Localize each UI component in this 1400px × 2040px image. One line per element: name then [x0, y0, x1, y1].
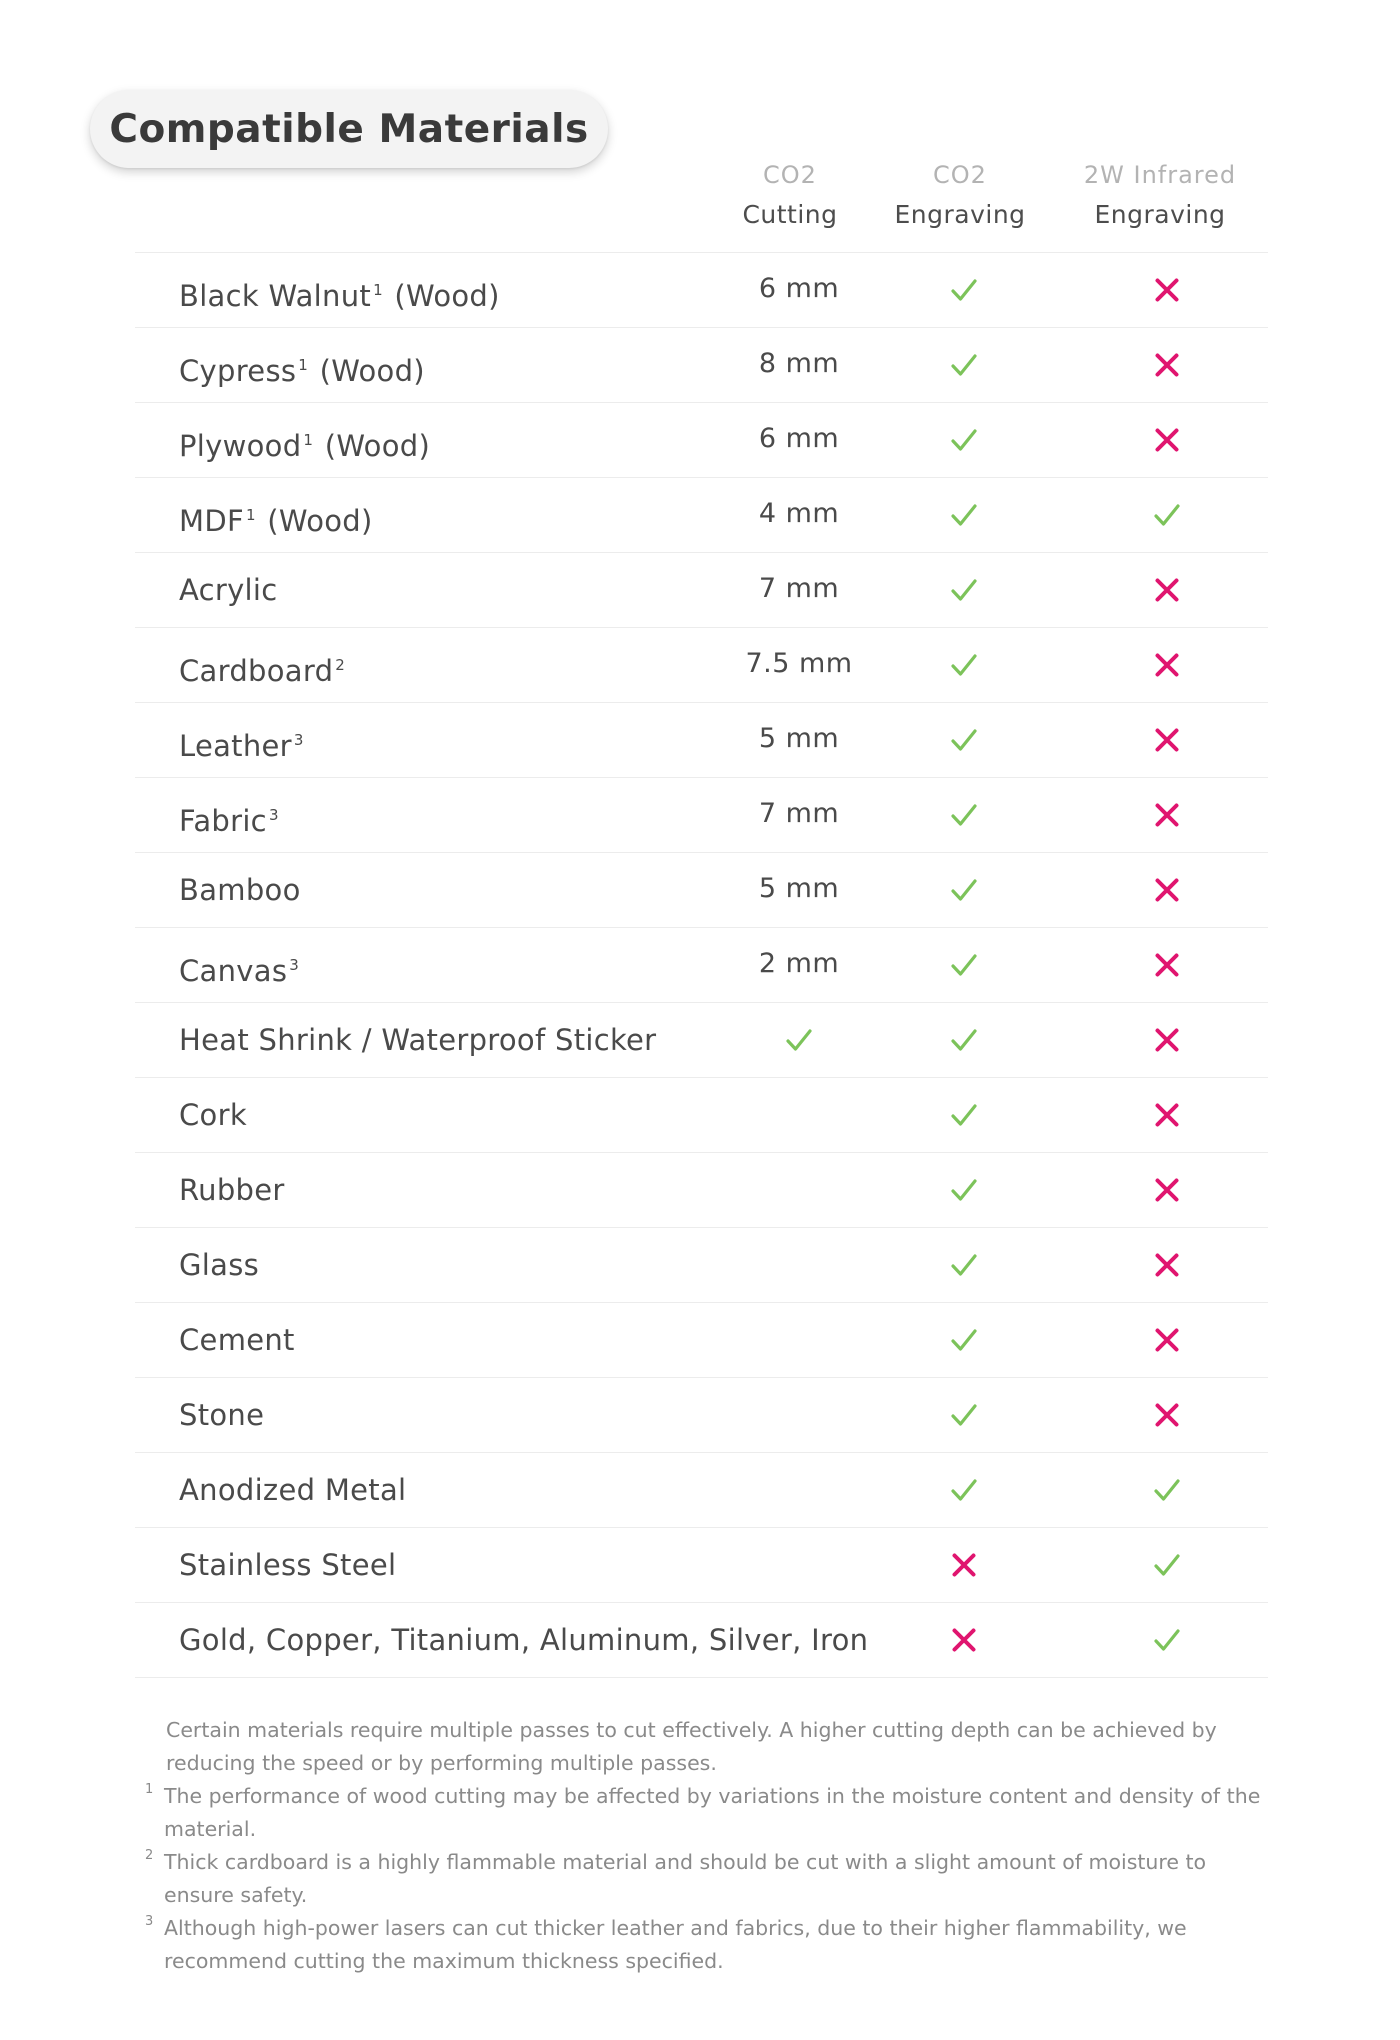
footnote-ref: 3 [293, 731, 304, 749]
co2-engraving-cell [884, 1603, 1044, 1677]
co2-cutting-cell [719, 1378, 879, 1452]
footnote [145, 1846, 1275, 1912]
material-name [179, 1078, 247, 1152]
cross-icon [1152, 1250, 1182, 1280]
co2-cutting-cell [719, 553, 879, 627]
table-row [135, 403, 1268, 478]
co2-cutting-cell [719, 253, 879, 327]
co2-engraving-cell [884, 1453, 1044, 1527]
cross-icon [1152, 575, 1182, 605]
check-icon [949, 800, 979, 830]
co2-engraving-cell [884, 478, 1044, 552]
footnote-mark: 1 [145, 1782, 154, 1797]
cutting-depth: 7 mm [758, 572, 840, 604]
check-icon [1152, 500, 1182, 530]
material-label: Gold, Copper, Titanium, Aluminum, Silver, Iron [179, 1623, 869, 1657]
material-label: Heat Shrink / Waterproof Sticker [179, 1023, 657, 1057]
co2-engraving-cell [884, 1153, 1044, 1227]
co2-engraving-cell [884, 253, 1044, 327]
material-suffix: (Wood) [310, 354, 425, 388]
material-name [179, 628, 347, 702]
infrared-engraving-cell [1087, 1603, 1247, 1677]
co2-engraving-cell [884, 1003, 1044, 1077]
co2-cutting-cell [719, 1228, 879, 1302]
material-label: Cardboard [179, 654, 334, 688]
infrared-engraving-cell [1087, 1153, 1247, 1227]
cutting-depth: 5 mm [758, 722, 840, 754]
table-row [135, 1303, 1268, 1378]
material-label: Bamboo [179, 873, 301, 907]
cutting-depth: 8 mm [758, 347, 840, 379]
infrared-engraving-cell [1087, 853, 1247, 927]
column-header-top: CO2 [933, 161, 987, 189]
material-name [179, 703, 306, 777]
material-label: MDF [179, 504, 244, 538]
table-row [135, 1003, 1268, 1078]
co2-engraving-cell [884, 703, 1044, 777]
cross-icon [1152, 1025, 1182, 1055]
page-title: Compatible Materials [109, 106, 589, 152]
check-icon [949, 1475, 979, 1505]
table-row [135, 628, 1268, 703]
footnotes [145, 1714, 1275, 1978]
footnote-text: Thick cardboard is a highly flammable material and should be cut with a slight amount of moisture to ensure safety. [164, 1850, 1207, 1907]
check-icon [949, 275, 979, 305]
material-label: Cement [179, 1323, 295, 1357]
infrared-engraving-cell [1087, 1078, 1247, 1152]
infrared-engraving-cell [1087, 1528, 1247, 1602]
check-icon [949, 875, 979, 905]
material-name [179, 1228, 259, 1302]
table-row [135, 478, 1268, 553]
co2-engraving-cell [884, 853, 1044, 927]
check-icon [1152, 1625, 1182, 1655]
table-row [135, 1153, 1268, 1228]
table-row [135, 253, 1268, 328]
co2-cutting-cell [719, 1303, 879, 1377]
co2-engraving-cell [884, 403, 1044, 477]
co2-cutting-cell [719, 703, 879, 777]
table-row [135, 1603, 1268, 1678]
footnote-ref: 2 [335, 656, 346, 674]
material-name [179, 403, 430, 477]
infrared-engraving-cell [1087, 1453, 1247, 1527]
infrared-engraving-cell [1087, 1378, 1247, 1452]
footnote-ref: 1 [373, 281, 383, 299]
check-icon [1152, 1550, 1182, 1580]
cross-icon [1152, 725, 1182, 755]
material-name [179, 1303, 295, 1377]
column-header-bottom: Engraving [894, 200, 1026, 229]
cutting-depth: 5 mm [758, 872, 840, 904]
cross-icon [1152, 875, 1182, 905]
column-header-bottom: Engraving [1094, 200, 1226, 229]
notes-intro: Certain materials require multiple passes to cut effectively. A higher cutting depth can be achieved by reducing the speed or by performing multiple passes. [166, 1718, 1217, 1775]
cutting-depth: 6 mm [758, 272, 840, 304]
cross-icon [1152, 950, 1182, 980]
cutting-depth: 7 mm [758, 797, 840, 829]
check-icon [949, 650, 979, 680]
co2-cutting-cell [719, 478, 879, 552]
material-label: Black Walnut [179, 279, 372, 313]
check-icon [784, 1025, 814, 1055]
co2-engraving-cell [884, 553, 1044, 627]
co2-engraving-cell [884, 928, 1044, 1002]
material-name [179, 778, 281, 852]
footnote-ref: 3 [268, 806, 279, 824]
check-icon [949, 1400, 979, 1430]
check-icon [949, 350, 979, 380]
footnote-ref: 1 [298, 356, 309, 374]
co2-cutting-cell [719, 1453, 879, 1527]
material-name [179, 1378, 264, 1452]
infrared-engraving-cell [1087, 253, 1247, 327]
table-row [135, 328, 1268, 403]
infrared-engraving-cell [1087, 1303, 1247, 1377]
material-name [179, 853, 301, 927]
cross-icon [949, 1550, 979, 1580]
table-row [135, 928, 1268, 1003]
co2-engraving-cell [884, 328, 1044, 402]
cross-icon [1152, 1175, 1182, 1205]
infrared-engraving-cell [1087, 628, 1247, 702]
table-row [135, 703, 1268, 778]
cutting-depth: 7.5 mm [745, 647, 853, 679]
co2-cutting-cell [719, 853, 879, 927]
check-icon [1152, 1475, 1182, 1505]
footnote-ref: 1 [303, 431, 314, 449]
material-suffix: (Wood) [315, 429, 431, 463]
footnote-ref: 1 [245, 506, 256, 524]
material-name [179, 1528, 396, 1602]
cross-icon [1152, 425, 1182, 455]
cutting-depth: 6 mm [758, 422, 840, 454]
infrared-engraving-cell [1087, 1228, 1247, 1302]
infrared-engraving-cell [1087, 403, 1247, 477]
co2-engraving-cell [884, 1378, 1044, 1452]
material-name [179, 553, 278, 627]
material-label: Stainless Steel [179, 1548, 397, 1582]
footnote [145, 1912, 1275, 1978]
material-suffix: (Wood) [257, 504, 373, 538]
table-row [135, 1228, 1268, 1303]
materials-table [135, 252, 1268, 1678]
co2-cutting-cell [719, 1153, 879, 1227]
material-name [179, 328, 425, 402]
column-header-bottom: Cutting [742, 200, 838, 229]
infrared-engraving-cell [1087, 478, 1247, 552]
cross-icon [1152, 1325, 1182, 1355]
co2-cutting-cell [719, 928, 879, 1002]
check-icon [949, 575, 979, 605]
material-name [179, 253, 500, 327]
material-label: Cork [179, 1098, 247, 1132]
footnote-mark: 2 [145, 1848, 154, 1863]
table-row [135, 778, 1268, 853]
co2-engraving-cell [884, 778, 1044, 852]
infrared-engraving-cell [1087, 328, 1247, 402]
check-icon [949, 725, 979, 755]
material-label: Canvas [179, 954, 288, 988]
cross-icon [1152, 350, 1182, 380]
infrared-engraving-cell [1087, 778, 1247, 852]
material-label: Fabric [179, 804, 267, 838]
cutting-depth: 4 mm [758, 497, 840, 529]
material-label: Plywood [179, 429, 302, 463]
material-label: Anodized Metal [179, 1473, 407, 1507]
material-label: Glass [179, 1248, 260, 1282]
co2-engraving-cell [884, 1078, 1044, 1152]
co2-cutting-cell [719, 1603, 879, 1677]
table-row [135, 1453, 1268, 1528]
column-header-top: CO2 [763, 161, 817, 189]
check-icon [949, 425, 979, 455]
check-icon [949, 1175, 979, 1205]
footnote-text: Although high-power lasers can cut thicker leather and fabrics, due to their higher flammability, we recommend cutting the maximum thickness specified. [164, 1916, 1187, 1973]
footnote [145, 1780, 1275, 1846]
co2-cutting-cell [719, 628, 879, 702]
material-name [179, 1003, 656, 1077]
co2-cutting-cell [719, 1003, 879, 1077]
material-name [179, 1153, 285, 1227]
column-header-top: 2W Infrared [1083, 161, 1237, 189]
table-row [135, 553, 1268, 628]
material-label: Stone [179, 1398, 265, 1432]
material-name [179, 928, 301, 1002]
cross-icon [1152, 800, 1182, 830]
material-label: Cypress [179, 354, 297, 388]
cross-icon [949, 1625, 979, 1655]
cross-icon [1152, 650, 1182, 680]
co2-engraving-cell [884, 628, 1044, 702]
material-suffix: (Wood) [384, 279, 500, 313]
check-icon [949, 1100, 979, 1130]
check-icon [949, 1250, 979, 1280]
table-row [135, 1378, 1268, 1453]
co2-cutting-cell [719, 778, 879, 852]
column-header-co2-cutting [720, 156, 860, 234]
co2-cutting-cell [719, 1078, 879, 1152]
column-header-co2-engraving [880, 156, 1040, 234]
cross-icon [1152, 1100, 1182, 1130]
co2-engraving-cell [884, 1228, 1044, 1302]
infrared-engraving-cell [1087, 553, 1247, 627]
co2-engraving-cell [884, 1303, 1044, 1377]
check-icon [949, 500, 979, 530]
footnote-text: The performance of wood cutting may be affected by variations in the moisture content and density of the material. [164, 1784, 1261, 1841]
co2-cutting-cell [719, 1528, 879, 1602]
table-row [135, 1078, 1268, 1153]
cross-icon [1152, 275, 1182, 305]
infrared-engraving-cell [1087, 703, 1247, 777]
title-pill [90, 90, 608, 168]
co2-cutting-cell [719, 403, 879, 477]
material-label: Leather [179, 729, 292, 763]
material-name [179, 1453, 406, 1527]
table-row [135, 1528, 1268, 1603]
check-icon [949, 1325, 979, 1355]
check-icon [949, 1025, 979, 1055]
co2-cutting-cell [719, 328, 879, 402]
column-header-infrared-engraving [1060, 156, 1260, 234]
footnote-mark: 3 [145, 1914, 154, 1929]
material-name [179, 478, 373, 552]
check-icon [949, 950, 979, 980]
footnote-ref: 3 [289, 956, 300, 974]
infrared-engraving-cell [1087, 928, 1247, 1002]
material-label: Rubber [179, 1173, 285, 1207]
cross-icon [1152, 1400, 1182, 1430]
cutting-depth: 2 mm [758, 947, 840, 979]
infrared-engraving-cell [1087, 1003, 1247, 1077]
material-label: Acrylic [179, 573, 278, 607]
table-row [135, 853, 1268, 928]
co2-engraving-cell [884, 1528, 1044, 1602]
